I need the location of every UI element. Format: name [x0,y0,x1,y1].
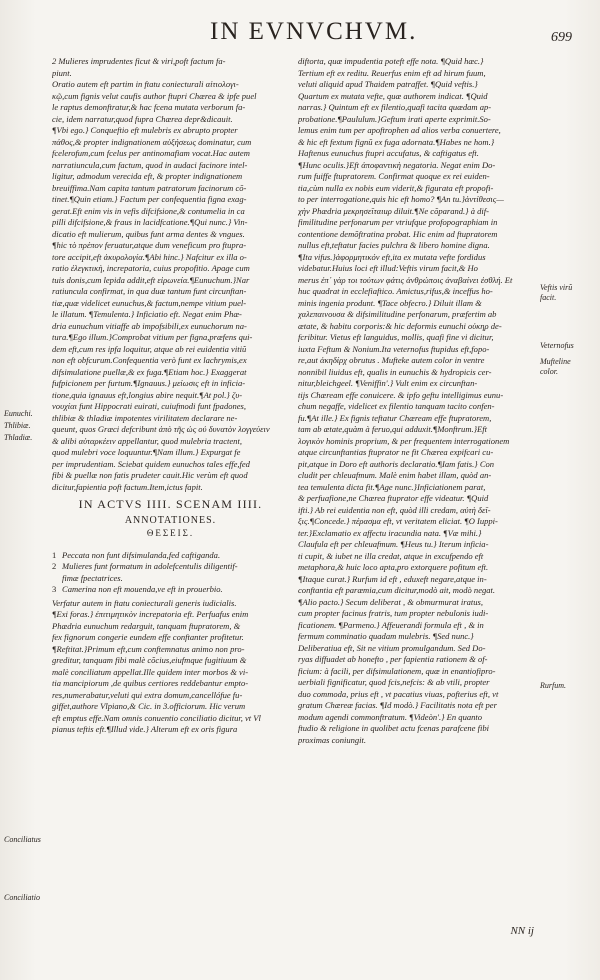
text-line: χαλεπαινουσα & difsimilitudine perfonarum, præfertim ab [298,309,497,319]
text-line: Tertium eft ex reditu. Reuerfus enim eft ad hirum fuum, [298,67,486,78]
text-line: ¶Alio pacto.} Secum deliberat , & obmurmurat iratus, [298,596,483,607]
text-line: huc quadrat in ecclefiaftico. Amictus,rifus,& inceffus ho- [298,286,493,296]
text-line: πάθος,& propter indignationem αὐξήσεως dominatur, cum [52,136,252,147]
left-column [52,56,289,936]
text-line: & perfuafione,ne Chærea ftuprator effe videatur. ¶Quid [298,493,489,503]
text-line: duo commoda, prius eft , vt pacatius viuas, pofterius eft, vt [298,688,499,699]
thesis-item [52,573,289,585]
signature-mark: NN ij [510,925,534,937]
text-line: fibi & puellæ non fatis prudeter cauit.Hic verùm eft quod [52,470,248,480]
margin-note-thlibiae: Thlibiæ. [4,421,31,430]
text-line: tura.¶Ego illum.}Comprobat vitium per figna,præfens qui- [52,332,253,342]
text-line: pit,atque in Doro eft authoris declaratio.¶Iam fatis.} Con [298,458,495,469]
text-line: contentione demõftratina probat. Hic enim ad ftupratorem [298,228,498,239]
text-line: Claufula eft per chleuafmum. ¶Heus tu.} Iterum inficia- [298,539,489,549]
text-line: narratiuncula,cum factum, quod in audaci facinore intel- [52,159,248,170]
text-line: ratio ἐλεγκτικὴ, increpatoria, cuius propofitio. Apage cum [52,263,250,273]
left-column-lines-after [52,598,289,736]
text-line: tione,quia ignauus eft,longius abire nequit.¶At pol.} ζυ- [52,389,243,400]
thesis-item [52,550,289,562]
margin-note-eunuchi: Eunuchi. [4,409,33,418]
text-line: cie, idem narratur,quod fupra Chærea depr&dicauit. [52,113,233,124]
text-line: thlibiæ & thladiæ impotentes virilitatem declarare ne- [52,412,238,423]
text-line: modum agendi commonftratum. ¶Videòn'.} En quanto [298,711,483,722]
text-line: difsimulatione puellæ,& ex fuga.¶Etiam hoc.} Exaggerat [52,366,247,377]
text-line: lemus enim tum per apoftrophen ad alios verba conuertere, [298,125,501,135]
margin-note-vestis: Veftis virũ facit. [540,283,573,302]
margin-note-veternosus: Veternofus [540,341,574,350]
text-line: per imprudentiam. Sciebat quidem eunuchos tales effe,fed [52,458,250,469]
text-line: ftudio & religione in quolibet actu fcenas parafcene fibi [298,723,490,733]
theses-list [52,550,289,596]
text-line: ¶Itaque curat.} Rurfum id eft , eduxeft negare,atque in- [298,573,487,584]
text-line: conftantia eft paræmia,cum dicitur,modò ait, modò negat. [298,585,496,595]
text-line: nonnibil liuidus eft, qualis in eunuchis & hydropicis cer- [298,366,492,377]
thesis-text: fimæ fpectatrices. [62,572,123,583]
text-line: eft emptus effe.Nam omnis conuentio conciliatio dicitur, vt Vl [52,712,261,723]
text-line: ligitur, admodum verecida eft, & propter indignationem [52,171,243,181]
thesis-number: 1 [52,549,57,560]
text-line: ξις.¶Concede.} πέρασμα eft, vt veritatem eliciat. ¶O Iuppi- [298,516,498,526]
text-line: re,aut ἀκηδίρχ obrutus . Mufteke autem color in ventre [298,355,485,365]
text-line: Phædria eunuchum redarguit, tanquam ftupratorem, & [52,620,241,631]
text-line: iuxta Feftum & Nonium.Ita veternofus ftupidus eft,fopo- [298,343,490,354]
thesis-item [52,561,289,573]
text-line: proximas coniungit. [298,734,367,745]
text-line: tijs Chæream effe conuicere. & ipfo geftu intelligimus eunu- [298,389,504,400]
text-line: tinet.¶Quin etiam.} Factum per confequentia figna exag- [52,194,247,204]
text-line: merus ἐπ᾽ γὰρ τοι τούτων φάτις ἀνθρώποις ἀναβαίνει ἐσθλή. Et [298,274,513,285]
text-line: tea temulenta dicta fit.¶Age nunc.}Inficiationem parat, [298,481,486,492]
margin-note-thladiae: Thladiæ. [4,433,33,442]
text-line: atque circunftantias ftuprator ne fit Chærea expifcari cu- [298,447,494,457]
text-line: κῷ,cum fignis velut caufis author ftupri Chærea & ipfe puel [52,90,257,101]
thesis-text: Camerina non eft mouenda,ve eft in prouerbio. [62,584,223,594]
margin-note-musteline: Mufteline color. [540,357,571,376]
running-title: IN EVNVCHVM. [210,18,418,45]
text-line: videbatur.Huius loci eft illud:Veftis virum facit,& Ho [298,263,478,273]
text-line: cludit per chleuafmum. Malè enim habet illam, quòd an- [298,470,492,480]
text-line: minis ingenia produnt. ¶Tace obfecro.} Diluit illam & [298,297,482,308]
text-line: fermum comminatio quadam mulebris. ¶Sed nunc.} [298,631,474,641]
text-line: queunt, quos Græci defcribunt ἀπὸ τῆς ὠς οὐ δυνατὸν λογγεύειν [52,424,270,434]
text-line: dicitur,fapientia poft factum.Item,ictus fapit. [52,481,203,492]
text-line: fimilitudine perfonarum per vtriufque profopographiam in [298,217,498,227]
text-line: probatione.¶Paululum.}Geftum irati aperte exprimit.So- [298,113,491,124]
text-line: fu.¶At ille.} Ex fignis teftatur Chæream effe ftupratorem, [298,412,492,423]
text-line: ter.}Exclamatio ex affectu iracundia nata. ¶Væ mihi.} [298,527,482,538]
text-line: veluti aliquid apud Thaidem patraffet. ¶Quid veftis.} [298,79,478,89]
text-line: ¶Reftitat.}Primum eft,cum conftemnatus animo non pro- [52,643,245,654]
text-line: ficationem. ¶Parmeno.} Affeuerandi formula eft , & in [298,619,484,630]
thesis-text: Mulieres funt formatum in adolefcentulis diligentif- [62,561,238,571]
text-line: 2 Mulieres imprudentes ficut & viri,poft factum fa- [52,56,226,66]
text-line: fex fignorum congerie eundem effe conftanter profitetur. [52,632,244,642]
text-line: nitur,bleichgeel. ¶Veniffin'.} Vult enim ex circunftan- [298,378,478,388]
text-line: fcelerofum,cum fcelus per antinomafiam vocat.Hac autem [52,148,250,158]
text-line: & hic eft fextum fignũ ex fuga adornata.¶Habes ne hom.} [298,136,495,147]
text-line: chum negaffe, videlicet ex filentio tanquam tacito confen- [298,401,495,411]
page-number: 699 [551,30,572,45]
margin-note-conciliatus: Conciliatus [4,835,41,844]
text-line: dem eft,cum res ipfa loquitur, atque ab rei euidentia vitiũ [52,343,247,354]
text-line: greditur, tanquam fibi malè cõcius,eiufmque fugitiuum & [52,655,247,665]
thesis-number: 2 [52,561,57,571]
text-line: uerbiali fignificatur, quod fcis,nefcis: & ab vtili, propter [298,677,490,687]
left-column-lines [52,56,289,493]
text-line: tore accipit,eft ἀκυρολογία.¶Abi hinc.} Nafcitur ex illa o- [52,251,247,262]
thesis-number: 3 [52,584,57,594]
text-line: pianus teftis eft.¶Illud vide.} Alterum eft ex oris figura [52,724,238,734]
text-line: narras.} Quintum eft ex filentio,quafi tacita quædam ap- [298,102,492,112]
right-column [298,56,536,936]
text-line: & alibi αὐταρκέειν appellantur, quod mulebria tractent, [52,435,242,446]
text-line: ratiuncula confirmat, in qua duæ tantum funt circunftan- [52,286,247,296]
text-line: gerat.Eft enim vis in vefis difcifsione,& contumelia in ca [52,205,245,216]
text-line: giffet,authore Vlpiano,& Cic. in 3.officiorum. Hic verum [52,701,246,711]
annotations-heading: ANNOTATIONES. [124,514,217,526]
text-line: ¶Hunc oculis.}Eft ἀποφαντικὴ negatoria. Negat enim Do- [298,159,496,170]
text-line: tia mancipiorum ,de quibus certiores reddebantur empto- [52,678,249,688]
text-line: tam ab ætate,quàm à feruo,qui adduxit.¶Monftrum.}Eft [298,424,488,434]
margin-note-conciliatio: Conciliatio [4,893,40,902]
text-line: tia,cùm nulla ex nobis eum viderit,& figurata eft propofi- [298,182,494,193]
text-line: ætate, & habitu corporis:& hic deformis eunuchi οὐκηρ de- [298,320,502,331]
text-line: quod mulebri voce loquuntur.¶Nam illum.} Expurgat fe [52,447,241,457]
thesis-item [52,584,289,596]
text-line: ti cupit, & iubet ne illa credat, atque in excufpendo eft [298,550,484,561]
text-line: fufpicionem per furtum.¶Ignauus.} μείωσις eft in inficia- [52,378,246,388]
text-line: fcribitur. Vietus eft languidus, mollis, quafi fine vi dicitur, [298,332,494,342]
text-line: pilli difcifsione,& fraus in lacidfcatione.¶Qui nunc.} Vin- [52,217,248,227]
text-line: tiæ,quæ videlicet eunuchus,& factum,nempe vitium puel- [52,297,247,308]
text-line: ¶Exi foras.} ἐπιτιμητικὸν increpatoria eft. Perfuafus enim [52,609,249,619]
text-line: Verfatur autem in ftatu coniecturali generis iudicialis. [52,597,237,608]
text-line: Deliberatiua eft, Sit ne vitium promulgandum. Sed Do- [298,642,486,653]
text-line: ¶Ita vifus.}ἀφορμητικόν eft,ita ex mutata vefte fordidus [298,251,486,262]
text-line: non eft obfcurum.Confequentia verò funt ex lachrymis,ex [52,355,247,365]
text-line: le raptus demonftratur,& hac fcena mutata verborum fa- [52,102,246,112]
text-line: dicatio eft mulierum, quibus funt arma dentes & vngues. [52,228,245,239]
text-line: λογικὸν hominis proprium, & per frequentem interrogationem [298,435,510,446]
text-line: cum propter facinus fratris, tum propter nebulonis iudi- [298,608,489,618]
text-line: tuis donis,cum lepida addit,eft εἰρωνεία.¶Eunuchum.}Nar [52,274,250,285]
theses-heading: ΘΕΣΕΙΣ. [146,528,195,538]
text-line: metaphora,& huic loco apta,pro extorquere pofitum eft. [298,562,489,572]
text-line: diftorta, quæ impudentia poteft effe nota. ¶Quid hæc.} [298,56,484,66]
text-line: rum fuiffe ftupratorem. Confirmat quoque ex rei euiden- [298,171,490,181]
text-line: gratum Chæreæ facias. ¶Id modò.} Facilitatis nota eft per [298,700,497,710]
text-line: ryas diffuadet ab honefto , per fapientia rationem & of- [298,654,488,664]
text-line: ifti.} Ab rei euidentia non eft, quòd illi credam, αὐτὴ δεῖ- [298,504,491,515]
text-line: to per interrogatione,quis hic eft homo? ¶An tu.}ἀντίθεσις— [298,194,504,204]
thesis-text: Peccata non funt difsimulanda,fed caftiganda. [62,549,221,560]
text-line: νουχίαι funt Hippocrati euirati, cuiufmodi funt fpadones, [52,401,247,411]
text-line: breuiffima.Nam capita tantum patratorum facinorum cõ- [52,182,247,193]
text-line: Oratio autem eft partim in ftatu coniecturali αἰτιολογι- [52,79,239,89]
text-line: Quartum ex mutata vefte, quæ authorem indicat. ¶Quid [298,90,488,101]
page-header [0,14,600,54]
text-line: res,numerabatur,veluti qui extra domum,cancellófue fu- [52,689,243,700]
text-line: ¶Vbi ego.} Conqueftio eft mulebris ex abrupto propter [52,125,238,135]
text-line: le illatum. ¶Temulenta.} Inficiatio eft. Negat enim Phæ- [52,309,242,319]
text-line: dria eunuchum vitiaffe ab impofsibili,ex eunuchorum na- [52,320,247,331]
section-heading: IN ACTVS IIII. SCENAM IIII. [78,497,263,511]
text-line: malè conciliatum appellat.Ille quidem inter morbos & vi- [52,666,249,677]
text-line: χὴν Phædria μεκρησεῖταιuρ diluit.¶Ne cõparand.} à dif- [298,205,490,216]
text-line: ¶hic τὸ πρέπον feruatur,atque dum veneficum pro ftupra- [52,240,247,250]
text-line: nullus eft,teftatur facies pulchra & libero homine digna. [298,240,490,250]
margin-note-rursum: Rurfum. [540,681,566,690]
text-line: Haftenus eunuchus ftupri accufatus, & caftigatus eft. [298,148,479,158]
text-line: piunt. [52,67,72,78]
text-line: ficium: à facili, per difsimulationem, quæ in enantiofipro- [298,665,496,676]
right-column-lines [298,56,536,746]
